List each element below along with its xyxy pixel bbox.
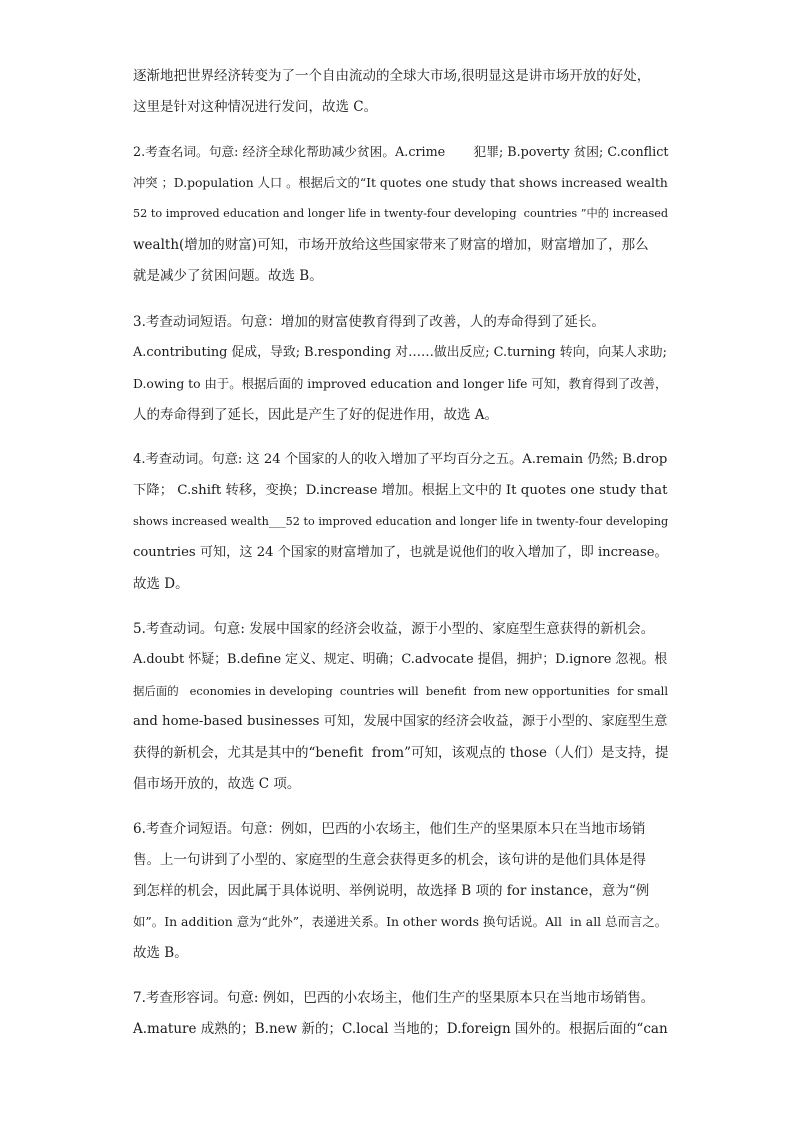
text-line: 人的寿命得到了延长，因此是产生了好的促进作用，故选 A。	[133, 407, 499, 423]
text-line: 4.考查动词。句意: 这 24 个国家的人的收入增加了平均百分之五。A.remain 仍然; B.drop	[133, 452, 668, 467]
text-line: 逐渐地把世界经济转变为了一个自由流动的全球大市场,很明显这是讲市场开放的好处，	[133, 68, 651, 84]
text-line: shows increased wealth___52 to improved education and longer life in twenty-four developing	[133, 515, 669, 528]
text-line: 6.考查介词短语。句意：例如，巴西的小农场主，他们生产的坚果原本只在当地市场销	[133, 821, 646, 837]
text-line: 如”。In addition 意为“此外”，表递进关系。In other words 换句话说。All in all 总而言之。	[133, 914, 668, 929]
text-line: 7.考查形容词。句意: 例如，巴西的小农场主，他们生产的坚果原本只在当地市场销售。	[133, 990, 655, 1006]
text-line: A.contributing 促成，导致; B.responding 对……做出反应; C.turning 转向，向某人求助;	[133, 345, 667, 360]
text-line: countries 可知，这 24 个国家的财富增加了，也就是说他们的收入增加了，即 increase。	[133, 545, 668, 560]
text-line: 倡市场开放的，故选 C 项。	[133, 776, 301, 792]
text-line: D.owing to 由于。根据后面的 improved education and longer life 可知，教育得到了改善，	[133, 377, 668, 391]
text-line: 售。上一句讲到了小型的、家庭型的生意会获得更多的机会，该句讲的是他们具体是得	[133, 852, 646, 868]
text-line: 2.考查名词。句意: 经济全球化帮助减少贫困。A.crime 犯罪; B.poverty 贫困; C.conflict	[133, 144, 669, 159]
text-line: 故选 B。	[133, 945, 188, 961]
text-line: 3.考查动词短语。句意：增加的财富使教育得到了改善，人的寿命得到了延长。	[133, 314, 605, 330]
text-line: 获得的新机会，尤其是其中的“benefit from”可知，该观点的 those（人们）是支持，提	[133, 745, 669, 761]
text-line: 冲突 ；D.population 人口 。根据后文的“It quotes one study that shows increased wealth	[133, 176, 668, 190]
text-line: 故选 D。	[133, 576, 189, 592]
text-line: A.mature 成熟的；B.new 新的；C.local 当地的；D.foreign 国外的。根据后面的“can	[133, 1021, 668, 1037]
text-line: 这里是针对这种情况进行发问，故选 C。	[133, 99, 378, 115]
text-line: and home-based businesses 可知，发展中国家的经济会收益，源于小型的、家庭型生意	[133, 714, 668, 729]
text-line: 52 to improved education and longer life in twenty-four developing countries ”中的 increased	[133, 207, 669, 220]
text-line: wealth(增加的财富)可知，市场开放给这些国家带来了财富的增加，财富增加了，那么	[133, 237, 649, 253]
text-line: 下降； C.shift 转移，变换；D.increase 增加。根据上文中的 It quotes one study that	[133, 483, 668, 498]
text-line: 到怎样的机会，因此属于具体说明、举例说明，故选择 B 项的 for instance，意为“例	[133, 883, 650, 899]
text-line: 5.考查动词。句意: 发展中国家的经济会收益，源于小型的、家庭型生意获得的新机会。	[133, 621, 655, 637]
text-line: A.doubt 怀疑；B.define 定义、规定、明确；C.advocate 提倡，拥护；D.ignore 忽视。根	[133, 652, 668, 667]
text-line: 据后面的 economies in developing countries will benefit from new opportunities for small	[133, 684, 668, 698]
text-line: 就是减少了贫困问题。故选 B。	[133, 268, 323, 284]
